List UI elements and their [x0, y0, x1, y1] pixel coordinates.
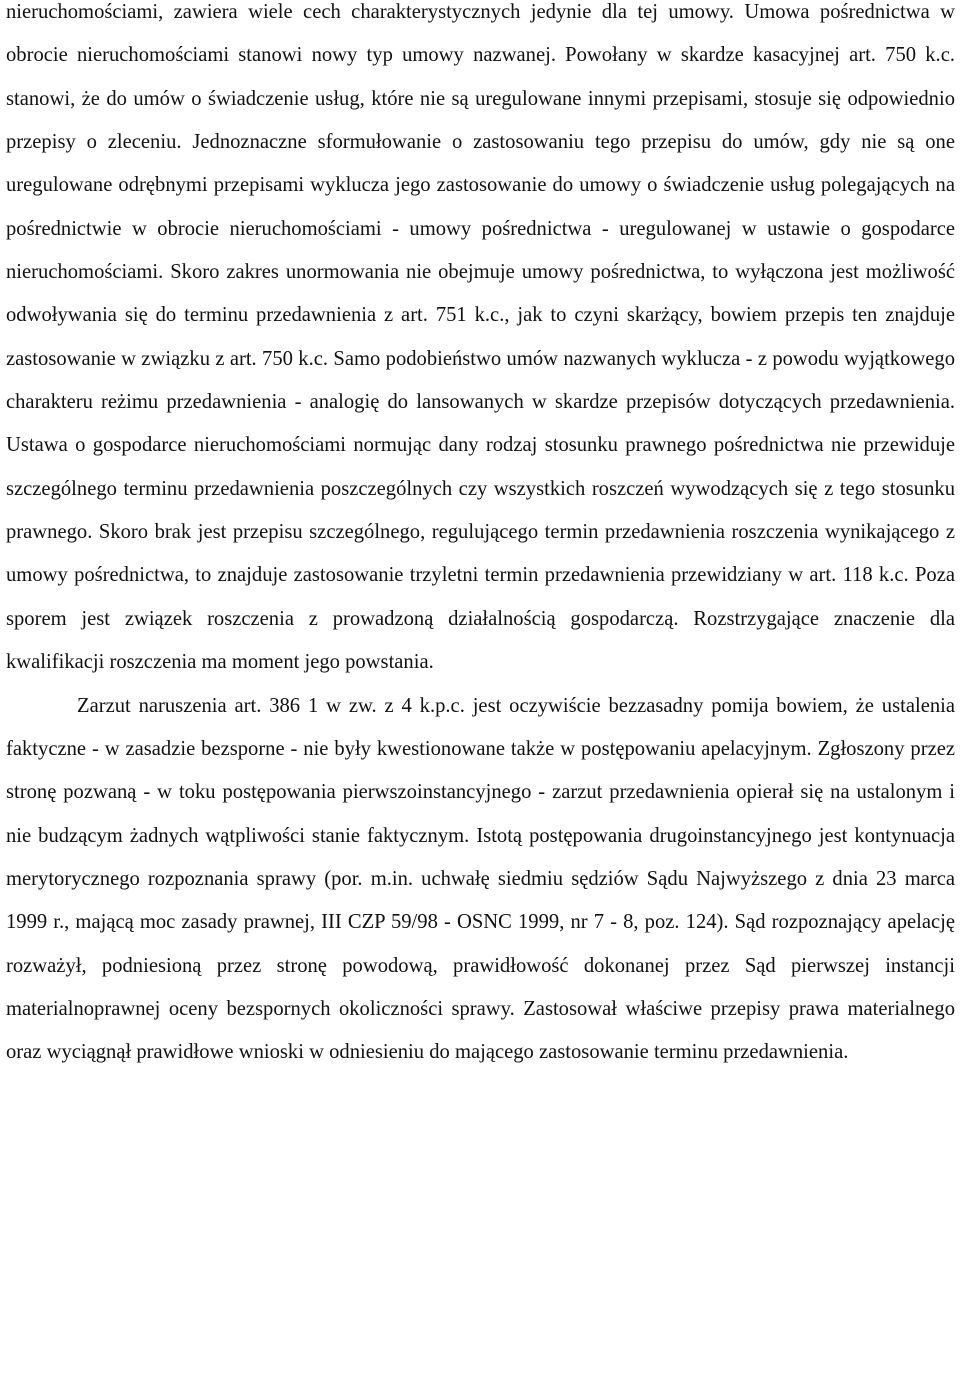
document-page [6, 0, 955, 1075]
paragraph-zarzut-naruszenia: Zarzut naruszenia art. 386 1 w zw. z 4 k.p.c. jest oczywiście bezzasadny pomija bowiem, że ustalenia faktyczne - w zasadzie bezsporne - nie były kwestionowane także w postępowaniu apelacyjnym. Zgłoszony przez stronę pozwaną - w toku postępowania pierwszoinstancyjnego - zarzut przedawnienia opierał się na ustalonym i nie budzącym żadnych wątpliwości stanie faktycznym. Istotą postępowania drugoinstancyjnego jest kontynuacja merytorycznego rozpoznania sprawy (por. m.in. uchwałę siedmiu sędziów Sądu Najwyższego z dnia 23 marca 1999 r., mającą moc zasady prawnej, III CZP 59/98 - OSNC 1999, nr 7 - 8, poz. 124). Sąd rozpoznający apelację rozważył, podniesioną przez stronę powodową, prawidłowość dokonanej przez Sąd pierwszej instancji materialnoprawnej oceny bezspornych okoliczności sprawy. Zastosował właściwe przepisy prawa materialnego oraz wyciągnął prawidłowe wnioski w odniesieniu do mającego zastosowanie terminu przedawnienia. [6, 694, 955, 1064]
paragraph-umowa-posrednictwa: nieruchomościami, zawiera wiele cech charakterystycznych jedynie dla tej umowy. Umowa pośrednictwa w obrocie nieruchomościami stanowi nowy typ umowy nazwanej. Powołany w skardze kasacyjnej art. 750 k.c. stanowi, że do umów o świadczenie usług, które nie są uregulowane innymi przepisami, stosuje się odpowiednio przepisy o zleceniu. Jednoznaczne sformułowanie o zastosowaniu tego przepisu do umów, gdy nie są one uregulowane odrębnymi przepisami wyklucza jego zastosowanie do umowy o świadczenie usług polegających na pośrednictwie w obrocie nieruchomościami - umowy pośrednictwa - uregulowanej w ustawie o gospodarce nieruchomościami. Skoro zakres unormowania nie obejmuje umowy pośrednictwa, to wyłączona jest możliwość odwoływania się do terminu przedawnienia z art. 751 k.c., jak to czyni skarżący, bowiem przepis ten znajduje zastosowanie w związku z art. 750 k.c. Samo podobieństwo umów nazwanych wyklucza - z powodu wyjątkowego charakteru reżimu przedawnienia - analogię do lansowanych w skardze przepisów dotyczących przedawnienia. Ustawa o gospodarce nieruchomościami normując dany rodzaj stosunku prawnego pośrednictwa nie przewiduje szczególnego terminu przedawnienia poszczególnych czy wszystkich roszczeń wywodzących się z tego stosunku prawnego. Skoro brak jest przepisu szczególnego, regulującego termin przedawnienia roszczenia wynikającego z umowy pośrednictwa, to znajduje zastosowanie trzyletni termin przedawnienia przewidziany w art. 118 k.c. Poza sporem jest związek roszczenia z prowadzoną działalnością gospodarczą. Rozstrzygające znaczenie dla kwalifikacji roszczenia ma moment jego powstania. [6, 1, 955, 674]
